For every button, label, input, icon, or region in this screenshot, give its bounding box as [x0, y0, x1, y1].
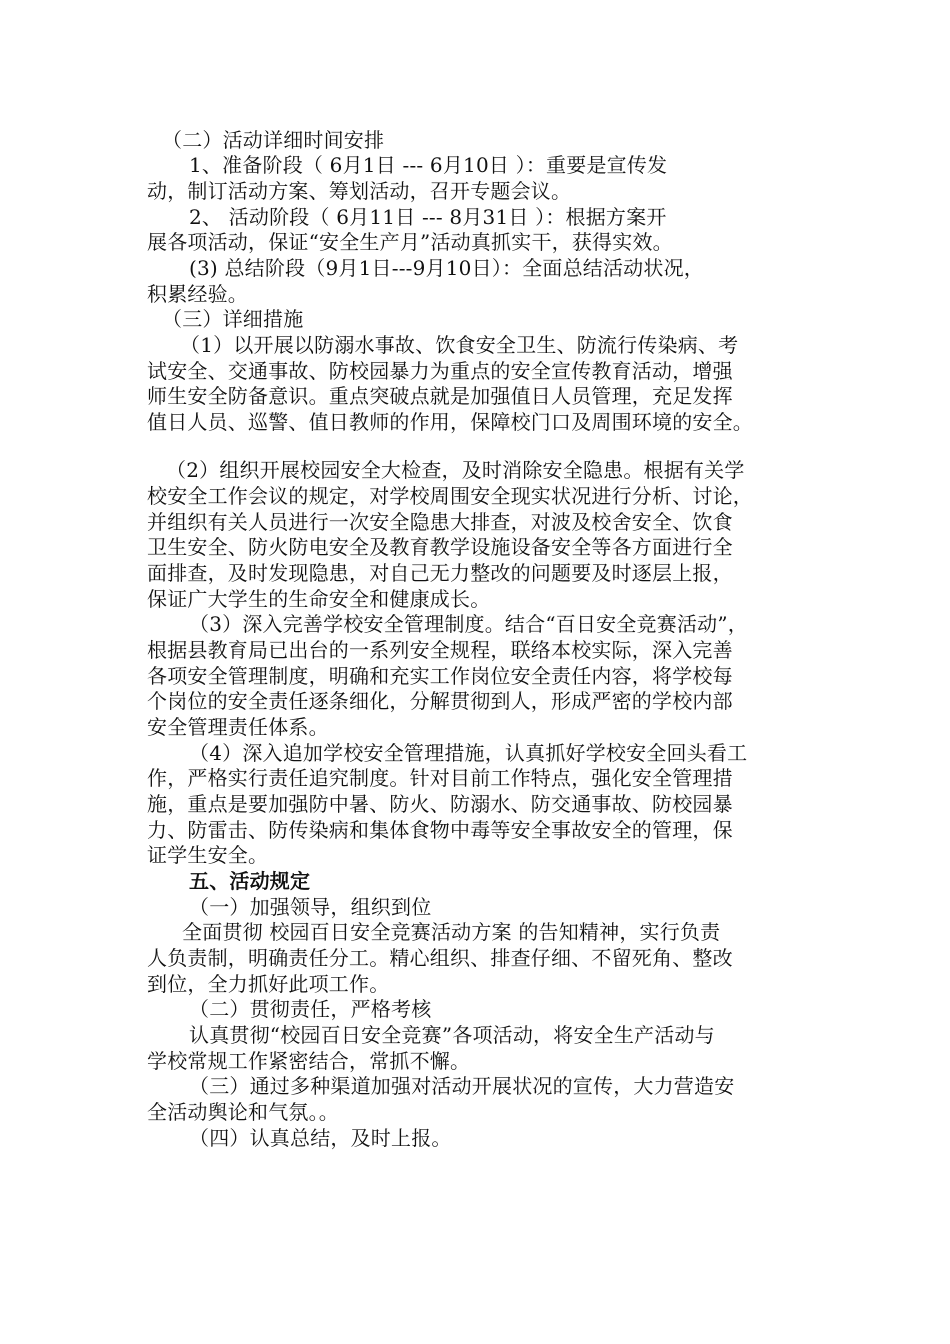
paragraph-line: 认真贯彻“校园百日安全竞赛”各项活动，将安全生产活动与	[189, 1023, 715, 1047]
subsection-heading: （二）贯彻责任，严格考核	[189, 997, 432, 1021]
paragraph-line: 展各项活动，保证“安全生产月”活动真抓实干，获得实效。	[147, 230, 673, 254]
paragraph-line: 各项安全管理制度，明确和充实工作岗位安全责任内容，将学校每	[147, 664, 733, 688]
paragraph-line: （1）以开展以防溺水事故、饮食安全卫生、防流行传染病、考	[180, 333, 739, 357]
paragraph-line: 根据县教育局已出台的一系列安全规程，联络本校实际，深入完善	[147, 638, 733, 662]
paragraph-line: 力、防雷击、防传染病和集体食物中毒等安全事故安全的管理，保	[147, 818, 733, 842]
section-heading: （三）详细措施	[162, 307, 304, 331]
paragraph-line: 全面贯彻 校园百日安全竞赛活动方案 的告知精神，实行负责	[182, 920, 721, 944]
paragraph-line: 个岗位的安全责任逐条细化，分解贯彻到人，形成严密的学校内部	[147, 689, 733, 713]
paragraph-line: （2）组织开展校园安全大检查，及时消除安全隐患。根据有关学	[166, 458, 745, 482]
paragraph-line: 并组织有关人员进行一次安全隐患大排查，对波及校舍安全、饮食	[147, 510, 733, 534]
paragraph-line: 校安全工作会议的规定，对学校周围安全现实状况进行分析、讨论，	[147, 484, 753, 508]
paragraph-line: 师生安全防备意识。重点突破点就是加强值日人员管理，充足发挥	[147, 384, 733, 408]
paragraph-line: （3）深入完善学校安全管理制度。结合“百日安全竞赛活动”，	[189, 612, 748, 636]
paragraph-line: 动，制订活动方案、筹划活动，召开专题会议。	[147, 179, 572, 203]
paragraph-line: （四）认真总结，及时上报。	[189, 1126, 452, 1150]
paragraph-line: 卫生安全、防火防电安全及教育教学设施设备安全等各方面进行全	[147, 535, 733, 559]
paragraph-line: 面排查，及时发现隐患，对自己无力整改的问题要及时逐层上报，	[147, 561, 733, 585]
paragraph-line: 值日人员、巡警、值日教师的作用，保障校门口及周围环境的安全。	[147, 410, 753, 434]
section-heading: （二）活动详细时间安排	[162, 128, 385, 152]
paragraph-line: 积累经验。	[147, 282, 248, 306]
paragraph-line: 学校常规工作紧密结合，常抓不懈。	[147, 1049, 471, 1073]
paragraph-line: （4）深入追加学校安全管理措施，认真抓好学校安全回头看工	[189, 741, 748, 765]
paragraph-line: 1、准备阶段（ 6月1日 --- 6月10日 ）：重要是宣传发	[189, 153, 668, 177]
subsection-heading: （一）加强领导，组织到位	[189, 895, 432, 919]
paragraph-line: 到位，全力抓好此项工作。	[147, 972, 390, 996]
paragraph-line: 施，重点是要加强防中暑、防火、防溺水、防交通事故、防校园暴	[147, 792, 733, 816]
paragraph-line: （三）通过多种渠道加强对活动开展状况的宣传，大力营造安	[189, 1074, 735, 1098]
paragraph-line: 2、 活动阶段（ 6月11日 --- 8月31日 ）：根据方案开	[189, 205, 667, 229]
paragraph-line: 保证广大学生的生命安全和健康成长。	[147, 587, 491, 611]
paragraph-line: 全活动舆论和气氛。。	[147, 1100, 339, 1124]
paragraph-line: (3) 总结阶段（9月1日---9月10日）：全面总结活动状况，	[189, 256, 704, 280]
paragraph-line: 试安全、交通事故、防校园暴力为重点的安全宣传教育活动，增强	[147, 359, 733, 383]
section-title: 五、活动规定	[189, 869, 311, 893]
paragraph-line: 作，严格实行责任追究制度。针对目前工作特点，强化安全管理措	[147, 766, 733, 790]
paragraph-line: 人负责制，明确责任分工。精心组织、排查仔细、不留死角、整改	[147, 946, 733, 970]
paragraph-line: 证学生安全。	[147, 843, 269, 867]
paragraph-line: 安全管理责任体系。	[147, 715, 329, 739]
